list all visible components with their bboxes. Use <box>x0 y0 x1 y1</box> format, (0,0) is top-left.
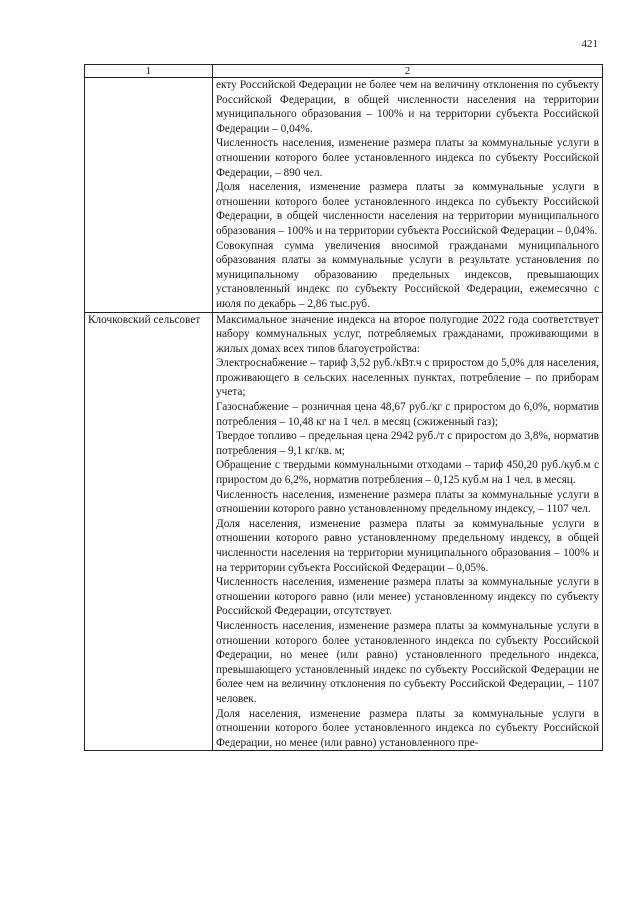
document-table <box>84 64 603 751</box>
paragraph: Численность населения, изменение размера платы за коммунальные услуги в отношении которого более установленного индекса по субъекту Российской Федерации, – 890 чел. <box>216 137 599 179</box>
paragraph: Максимальное значение индекса на второе полугодие 2022 года соответствует набору коммунальных услуг, потребляемых гражданами, проживающими в жилых домах всех типов благоустройства: <box>216 313 599 355</box>
page-number: 421 <box>581 38 598 50</box>
column-header-2: 2 <box>213 65 603 78</box>
paragraph: Доля населения, изменение размера платы за коммунальные услуги в отношении которого более установленного индекса по субъекту Российской Федерации, но менее (или равно) установленного пре- <box>216 707 599 749</box>
paragraph: Доля населения, изменение размера платы за коммунальные услуги в отношении которого более установленного индекса по субъекту Российской Федерации, в общей численности населения на территории муниципального образования – 100% и на территории субъекта Российской Федерации – 0,04%. <box>216 181 599 237</box>
paragraph: Обращение с твердыми коммунальными отходами – тариф 450,20 руб./куб.м с приростом до 6,2%, норматив потребления – 0,125 куб.м на 1 чел. в месяц. <box>216 459 599 487</box>
paragraph: Численность населения, изменение размера платы за коммунальные услуги в отношении которого более установленного индекса по субъекту Российской Федерации, но менее (или равно) установленного предельного индекса, превышающего установленный индекс по субъекту Российской Федерации не более чем на величину отклонения по субъекту Российской Федерации, – 1107 человек. <box>216 619 599 705</box>
paragraph: Численность населения, изменение размера платы за коммунальные услуги в отношении которого равно (или менее) установленному индексу по субъекту Российской Федерации, отсутствует. <box>216 576 599 618</box>
row-description <box>213 312 603 751</box>
paragraph: Газоснабжение – розничная цена 48,67 руб./кг с приростом до 6,0%, норматив потребления – 10,48 кг на 1 чел. в месяц (сжиженный газ); <box>216 401 599 428</box>
paragraph: екту Российской Федерации не более чем на величину отклонения по субъекту Российской Федерации, в общей численности населения на территории муниципального образования – 100% и на территории субъекта Российской Федерации – 0,04%. <box>216 79 599 135</box>
municipality-label: Клочковский сельсовет <box>85 312 213 751</box>
column-header-1: 1 <box>85 65 213 78</box>
table-row <box>85 312 603 751</box>
table-header-row <box>85 65 603 78</box>
paragraph: Твердое топливо – предельная цена 2942 руб./т с приростом до 3,8%, норматив потребления – 9,1 кг/кв. м; <box>216 430 599 457</box>
paragraph: Доля населения, изменение размера платы за коммунальные услуги в отношении которого равно установленному предельному индексу, в общей численности населения на территории муниципального образования – 100% и на территории субъекта Российской Федерации – 0,05%. <box>216 517 599 574</box>
table-row <box>85 78 603 313</box>
paragraph: Электроснабжение – тариф 3,52 руб./кВт.ч с приростом до 5,0% для населения, проживающего в сельских населенных пунктах, потребление – по приборам учета; <box>216 357 599 399</box>
paragraph: Совокупная сумма увеличения вносимой гражданами муниципального образования платы за коммунальные услуги в результате установления по муниципальному образованию предельных индексов, превышающих установленный индекс по субъекту Российской Федерации, ежемесячно с июля по декабрь – 2,86 тыс.руб. <box>216 239 599 310</box>
paragraph: Численность населения, изменение размера платы за коммунальные услуги в отношении которого равно установленному предельному индексу, – 1107 чел. <box>216 488 599 516</box>
row-description <box>213 78 603 313</box>
municipality-label <box>85 78 213 313</box>
